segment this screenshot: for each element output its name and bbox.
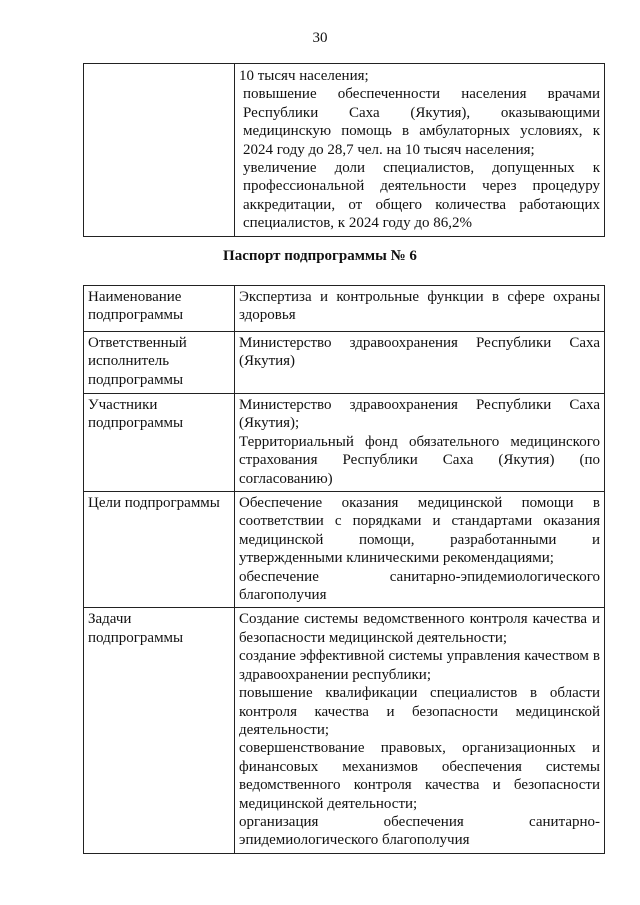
row-paragraph: создание эффективной системы управления качеством в здравоохранении республики; xyxy=(239,648,600,683)
table-row xyxy=(84,332,605,394)
row-label: Ответственный исполнитель подпрограммы xyxy=(84,332,235,394)
empty-label-cell xyxy=(84,64,235,237)
row-paragraph: Обеспечение оказания медицинской помощи в соответствии с порядками и стандартами оказания медицинской помощи, разработанными и утвержденными клиническими рекомендациями; xyxy=(239,495,600,567)
row-value xyxy=(235,608,605,853)
row-label: Участники подпрограммы xyxy=(84,394,235,492)
row-paragraph: повышение квалификации специалистов в области контроля качества и безопасности медицинской деятельности; xyxy=(239,685,600,738)
row-label: Цели подпрограммы xyxy=(84,492,235,608)
table-row xyxy=(84,608,605,853)
table-row xyxy=(84,394,605,492)
row-paragraph: организация обеспечения санитарно-эпидемиологического благополучия xyxy=(239,813,600,849)
table-row xyxy=(84,492,605,608)
continuation-value-cell xyxy=(235,64,605,237)
table-row xyxy=(84,286,605,332)
row-label: Задачи подпрограммы xyxy=(84,608,235,853)
row-value xyxy=(235,286,605,332)
continuation-line: увеличение доли специалистов, допущенных к профессиональной деятельности через процедуру аккредитации, от общего количества работающих специалистов, к 2024 году до 86,2% xyxy=(243,160,600,232)
row-label: Наименование подпрограммы xyxy=(84,286,235,332)
passport-table xyxy=(83,285,605,854)
continuation-table xyxy=(83,63,605,237)
table-row xyxy=(84,64,605,237)
row-value xyxy=(235,332,605,394)
row-paragraph: Министерство здравоохранения Республики Саха (Якутия); xyxy=(239,397,600,432)
continuation-line: повышение обеспеченности населения врачами Республики Саха (Якутия), оказывающими медицинскую помощь в амбулаторных условиях, к 2024 году до 28,7 чел. на 10 тысяч населения; xyxy=(243,86,600,158)
row-paragraph: обеспечение санитарно-эпидемиологического благополучия xyxy=(239,568,600,604)
continuation-line: 10 тысяч населения; xyxy=(239,68,369,84)
row-paragraph: совершенствование правовых, организационных и финансовых механизмов обеспечения системы ведомственного контроля качества и безопасности медицинской деятельности; xyxy=(239,740,600,812)
row-value xyxy=(235,492,605,608)
row-paragraph: Министерство здравоохранения Республики Саха (Якутия) xyxy=(239,335,600,370)
passport-title: Паспорт подпрограммы № 6 xyxy=(223,248,417,264)
row-value xyxy=(235,394,605,492)
page-number: 30 xyxy=(312,30,328,46)
row-paragraph: Экспертиза и контрольные функции в сфере охраны здоровья xyxy=(239,289,600,324)
row-paragraph: Территориальный фонд обязательного медицинского страхования Республики Саха (Якутия) (по согласованию) xyxy=(239,433,600,487)
row-paragraph: Создание системы ведомственного контроля качества и безопасности медицинской деятельности; xyxy=(239,611,600,646)
